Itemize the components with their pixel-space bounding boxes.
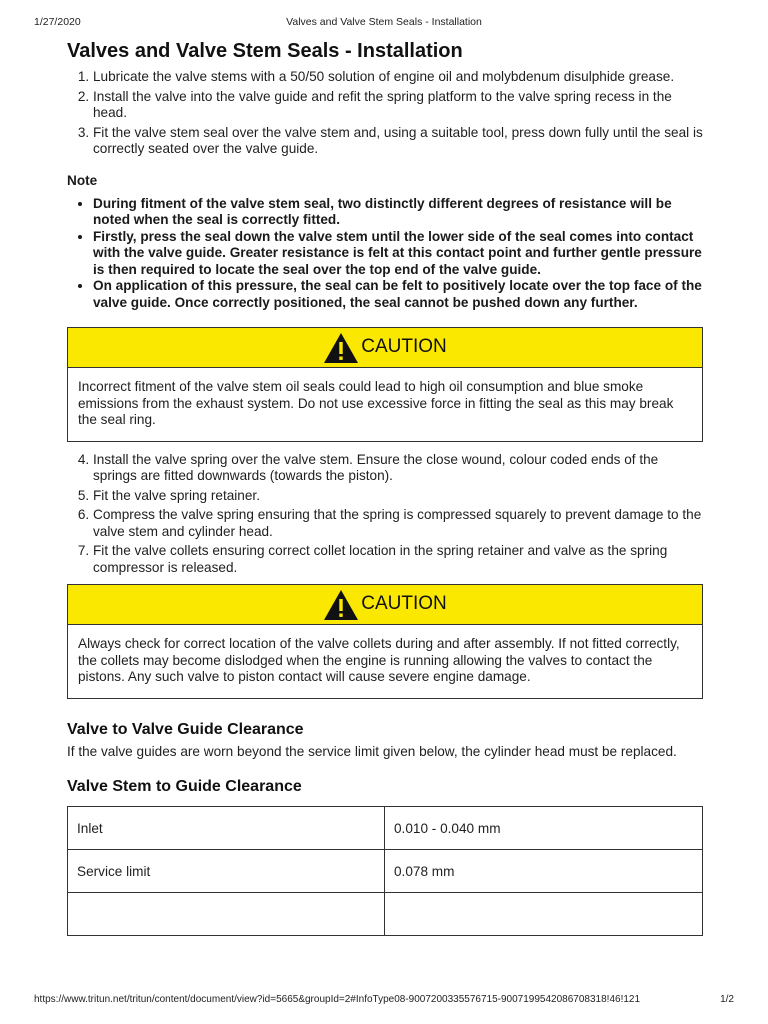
step-item: 7. Fit the valve collets ensuring correct collet location in the spring retainer and valve as the spring compressor is released. <box>93 543 703 576</box>
note-heading: Note <box>67 172 98 188</box>
caution-text: Incorrect fitment of the valve stem oil seals could lead to high oil consumption and blue smoke emissions from the exhaust system. Do not use excessive force in fitting the seal as this may break the seal ring. <box>78 379 674 427</box>
caution-label: CAUTION <box>361 335 447 357</box>
print-date: 1/27/2020 <box>34 16 81 28</box>
steps-list-part1 <box>67 69 703 158</box>
note-item: • On application of this pressure, the seal can be felt to positively locate over the top face of the valve guide. Once correctly positioned, the seal cannot be pushed down any further. <box>93 278 703 311</box>
table-row <box>68 807 703 850</box>
warning-triangle-icon <box>323 332 359 364</box>
note-item: • During fitment of the valve stem seal, two distinctly different degrees of resistance will be noted when the seal is correctly fitted. <box>93 196 703 229</box>
warning-triangle-icon <box>323 589 359 621</box>
caution-box <box>67 584 703 699</box>
step-item: 2. Install the valve into the valve guide and refit the spring platform to the valve spring recess in the head. <box>93 89 703 122</box>
print-title: Valves and Valve Stem Seals - Installation <box>286 16 482 28</box>
table-cell-empty <box>68 893 385 936</box>
step-item: 1. Lubricate the valve stems with a 50/50 solution of engine oil and molybdenum disulphide grease. <box>93 69 703 86</box>
page-number: 1/2 <box>720 994 734 1005</box>
table-cell-label: Service limit <box>68 850 385 893</box>
print-header <box>34 16 734 30</box>
step-item: 3. Fit the valve stem seal over the valve stem and, using a suitable tool, press down fully until the seal is correctly seated over the valve guide. <box>93 125 703 158</box>
page-title: Valves and Valve Stem Seals - Installation <box>67 40 463 62</box>
table-row <box>68 850 703 893</box>
caution-box <box>67 327 703 442</box>
note-item: • Firstly, press the seal down the valve stem until the lower side of the seal comes into contact with the valve guide. Greater resistance is felt at this contact point and further gentle pressure is then required to locate the seal over the top end of the valve guide. <box>93 229 703 279</box>
print-footer <box>34 994 734 1008</box>
footer-url: https://www.tritun.net/tritun/content/document/view?id=5665&groupId=2#InfoType08-9007200335576715-9007199542086708318!46!121 <box>34 994 641 1005</box>
table-cell-value: 0.078 mm <box>385 850 703 893</box>
section-paragraph: If the valve guides are worn beyond the service limit given below, the cylinder head must be replaced. <box>67 743 677 759</box>
steps-list-part2 <box>67 452 703 577</box>
caution-header <box>68 328 702 368</box>
note-list <box>67 196 703 312</box>
step-item: 5. Fit the valve spring retainer. <box>93 488 703 505</box>
caution-text: Always check for correct location of the valve collets during and after assembly. If not fitted correctly, the collets may become dislodged when the engine is running allowing the valves to contact the pistons. Any such valve to piston contact will cause severe engine damage. <box>78 636 680 684</box>
clearance-table <box>67 806 703 936</box>
step-item: 6. Compress the valve spring ensuring that the spring is compressed squarely to prevent damage to the valve stem and cylinder head. <box>93 507 703 540</box>
caution-label: CAUTION <box>361 592 447 614</box>
table-row <box>68 893 703 936</box>
document-content <box>67 40 703 936</box>
table-cell-label: Inlet <box>68 807 385 850</box>
table-cell-value: 0.010 - 0.040 mm <box>385 807 703 850</box>
table-heading: Valve Stem to Guide Clearance <box>67 778 302 795</box>
step-item: 4. Install the valve spring over the valve stem. Ensure the close wound, colour coded ends of the springs are fitted downwards (towards the piston). <box>93 452 703 485</box>
caution-header <box>68 585 702 625</box>
section-heading: Valve to Valve Guide Clearance <box>67 720 304 738</box>
table-cell-empty <box>385 893 703 936</box>
